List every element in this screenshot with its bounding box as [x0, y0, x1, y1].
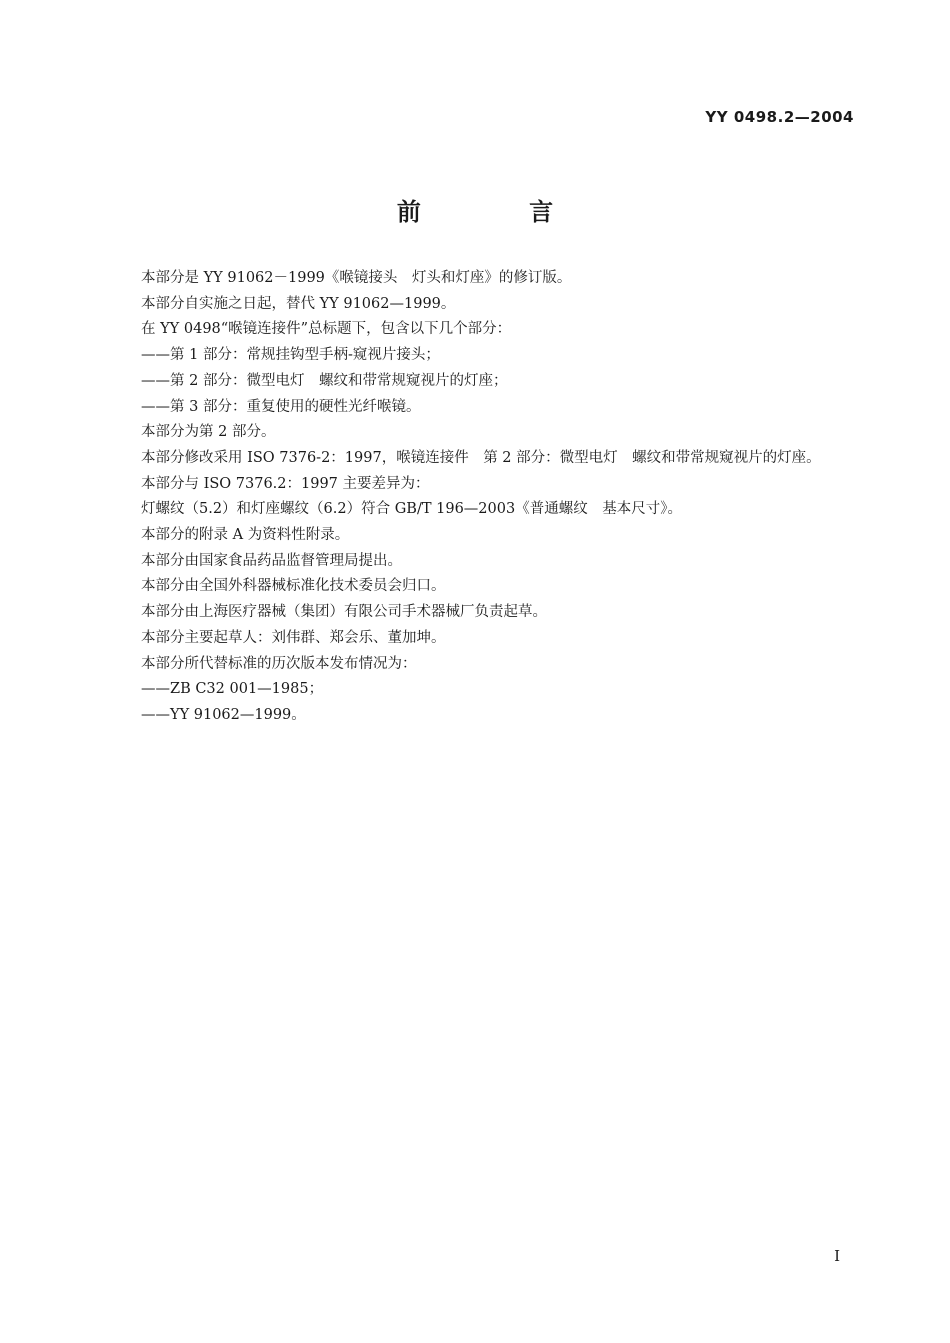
paragraph: 本部分由全国外科器械标准化技术委员会归口。	[141, 578, 446, 595]
list-item: ——ZB C32 001—1985；	[141, 681, 324, 698]
list-item: ——第 3 部分：重复使用的硬性光纤喉镜。	[141, 398, 421, 415]
paragraph: 本部分是 YY 91062－1999《喉镜接头 灯头和灯座》的修订版。	[141, 270, 572, 286]
standard-number: YY 0498.2—2004	[705, 108, 854, 126]
paragraph: 本部分修改采用 ISO 7376-2：1997，喉镜连接件 第 2 部分：微型电灯 螺纹和带常规窥视片的灯座。	[141, 449, 821, 466]
preface-body	[107, 266, 857, 729]
list-item: ——YY 91062—1999。	[141, 706, 306, 723]
paragraph: 本部分主要起草人：刘伟群、郑会乐、董加坤。	[141, 629, 446, 646]
page-title: 前 言	[396, 198, 604, 226]
paragraph: 灯螺纹（5.2）和灯座螺纹（6.2）符合 GB/T 196—2003《普通螺纹 基本尺寸》。	[141, 501, 682, 518]
paragraph: 本部分由上海医疗器械（集团）有限公司手术器械厂负责起草。	[141, 604, 547, 621]
paragraph: 本部分为第 2 部分。	[141, 424, 276, 441]
paragraph: 本部分所代替标准的历次版本发布情况为：	[141, 655, 417, 672]
paragraph: 本部分的附录 A 为资料性附录。	[141, 527, 350, 544]
list-item: ——第 2 部分：微型电灯 螺纹和带常规窥视片的灯座；	[141, 372, 508, 389]
page-number: I	[834, 1247, 840, 1265]
list-item: ——第 1 部分：常规挂钩型手柄-窥视片接头；	[141, 347, 440, 364]
paragraph: 本部分与 ISO 7376.2：1997 主要差异为：	[141, 475, 430, 492]
paragraph: 本部分由国家食品药品监督管理局提出。	[141, 552, 402, 569]
paragraph: 本部分自实施之日起，替代 YY 91062—1999。	[141, 295, 456, 312]
paragraph: 在 YY 0498“喉镜连接件”总标题下，包含以下几个部分：	[141, 321, 512, 338]
